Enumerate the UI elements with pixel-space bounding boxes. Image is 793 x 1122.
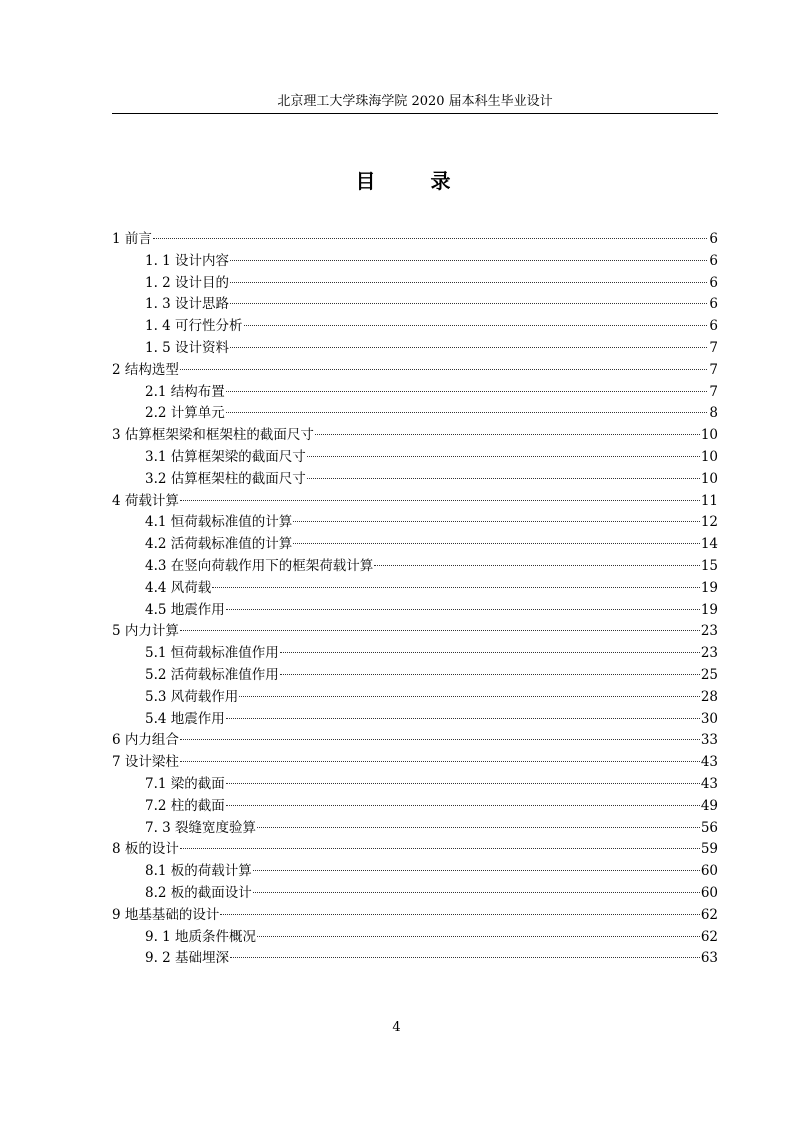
toc-entry[interactable] xyxy=(112,512,718,534)
toc-entry-label: 9. 2 基础埋深 xyxy=(145,950,230,967)
toc-dot-leader xyxy=(180,761,700,762)
toc-entry-label: 3.1 估算框架梁的截面尺寸 xyxy=(145,448,306,465)
header-rule xyxy=(112,113,718,114)
toc-entry-page: 7 xyxy=(709,339,718,356)
toc-dot-leader xyxy=(226,412,707,413)
toc-entry-label: 3.2 估算框架柱的截面尺寸 xyxy=(145,470,306,487)
toc-entry-label: 4 荷载计算 xyxy=(112,492,179,509)
toc-entry[interactable] xyxy=(112,730,718,752)
toc-entry[interactable] xyxy=(112,360,718,382)
toc-dot-leader xyxy=(180,739,700,740)
toc-entry-label: 5.4 地震作用 xyxy=(145,710,225,727)
toc-dot-leader xyxy=(153,238,707,239)
toc-dot-leader xyxy=(230,347,707,348)
toc-entry-page: 14 xyxy=(700,536,718,553)
toc-dot-leader xyxy=(244,325,707,326)
page-header: 北京理工大学珠海学院 2020 届本科生毕业设计 xyxy=(277,94,553,109)
toc-entry[interactable] xyxy=(112,774,718,796)
toc-dot-leader xyxy=(226,805,700,806)
toc-dot-leader xyxy=(220,914,699,915)
toc-dot-leader xyxy=(253,870,700,871)
toc-dot-leader xyxy=(180,500,700,501)
toc-dot-leader xyxy=(180,630,700,631)
toc-dot-leader xyxy=(253,892,700,893)
toc-entry-page: 10 xyxy=(700,427,718,444)
toc-entry-label: 2 结构选型 xyxy=(112,361,179,378)
toc-entry[interactable] xyxy=(112,403,718,425)
toc-dot-leader xyxy=(212,587,700,588)
toc-entry[interactable] xyxy=(112,338,718,360)
table-of-contents xyxy=(112,229,718,970)
toc-entry-label: 7 设计梁柱 xyxy=(112,754,179,771)
toc-entry-page: 6 xyxy=(709,296,718,313)
toc-entry[interactable] xyxy=(112,752,718,774)
toc-entry-label: 4.1 恒荷载标准值的计算 xyxy=(145,514,293,531)
toc-entry-page: 6 xyxy=(709,318,718,335)
toc-dot-leader xyxy=(280,652,700,653)
toc-entry-page: 7 xyxy=(709,361,718,378)
toc-dot-leader xyxy=(226,718,700,719)
toc-entry[interactable] xyxy=(112,491,718,513)
toc-dot-leader xyxy=(257,936,700,937)
toc-entry[interactable] xyxy=(112,556,718,578)
toc-entry-label: 5 内力计算 xyxy=(112,623,179,640)
toc-dot-leader xyxy=(280,674,700,675)
toc-entry-page: 6 xyxy=(709,274,718,291)
toc-entry-page: 25 xyxy=(700,666,718,683)
toc-entry[interactable] xyxy=(112,665,718,687)
toc-entry-page: 30 xyxy=(700,710,718,727)
toc-entry-label: 1. 4 可行性分析 xyxy=(145,318,243,335)
toc-entry-label: 7.2 柱的截面 xyxy=(145,797,225,814)
toc-entry-label: 2.2 计算单元 xyxy=(145,405,225,422)
toc-entry-page: 49 xyxy=(700,797,718,814)
toc-entry-page: 12 xyxy=(700,514,718,531)
toc-entry-label: 4.4 风荷载 xyxy=(145,579,212,596)
toc-dot-leader xyxy=(315,434,700,435)
toc-entry-label: 1. 2 设计目的 xyxy=(145,274,230,291)
toc-dot-leader xyxy=(230,957,700,958)
toc-entry-page: 15 xyxy=(700,557,718,574)
toc-entry-page: 28 xyxy=(700,688,718,705)
toc-entry[interactable] xyxy=(112,643,718,665)
toc-entry-page: 6 xyxy=(709,252,718,269)
toc-entry-label: 5.2 活荷载标准值作用 xyxy=(145,666,279,683)
toc-entry[interactable] xyxy=(112,534,718,556)
toc-entry-label: 7. 3 裂缝宽度验算 xyxy=(145,819,257,836)
toc-entry[interactable] xyxy=(112,905,718,927)
toc-entry[interactable] xyxy=(112,273,718,295)
toc-entry[interactable] xyxy=(112,927,718,949)
toc-entry-page: 60 xyxy=(700,863,718,880)
toc-entry-page: 23 xyxy=(700,623,718,640)
toc-dot-leader xyxy=(226,783,700,784)
toc-entry[interactable] xyxy=(112,883,718,905)
toc-entry[interactable] xyxy=(112,229,718,251)
toc-entry-label: 3 估算框架梁和框架柱的截面尺寸 xyxy=(112,427,314,444)
toc-entry-page: 43 xyxy=(700,775,718,792)
toc-entry-label: 5.1 恒荷载标准值作用 xyxy=(145,645,279,662)
toc-entry-label: 9 地基基础的设计 xyxy=(112,906,220,923)
toc-entry-label: 4.2 活荷载标准值的计算 xyxy=(145,536,293,553)
toc-entry[interactable] xyxy=(112,796,718,818)
toc-entry-page: 11 xyxy=(700,492,718,509)
page-number: 4 xyxy=(392,1020,401,1035)
toc-entry[interactable] xyxy=(112,621,718,643)
toc-entry-page: 62 xyxy=(700,928,718,945)
toc-dot-leader xyxy=(180,848,700,849)
page-title: 目 录 xyxy=(355,169,475,193)
toc-entry[interactable] xyxy=(112,687,718,709)
toc-entry-page: 6 xyxy=(709,231,718,247)
toc-entry-label: 8 板的设计 xyxy=(112,841,179,858)
toc-entry[interactable] xyxy=(112,251,718,273)
toc-dot-leader xyxy=(180,369,707,370)
toc-entry-page: 62 xyxy=(700,906,718,923)
toc-entry-label: 1. 5 设计资料 xyxy=(145,339,230,356)
toc-entry-label: 8.2 板的截面设计 xyxy=(145,884,252,901)
toc-entry-page: 10 xyxy=(700,470,718,487)
toc-entry-page: 19 xyxy=(700,601,718,618)
toc-entry[interactable] xyxy=(112,316,718,338)
toc-dot-leader xyxy=(230,303,707,304)
toc-entry-label: 4.3 在竖向荷载作用下的框架荷载计算 xyxy=(145,557,374,574)
toc-entry-page: 59 xyxy=(700,841,718,858)
toc-entry-label: 5.3 风荷载作用 xyxy=(145,688,239,705)
toc-entry-label: 9. 1 地质条件概况 xyxy=(145,928,257,945)
toc-entry[interactable] xyxy=(112,948,718,970)
toc-entry[interactable] xyxy=(112,600,718,622)
toc-entry[interactable] xyxy=(112,839,718,861)
toc-entry-page: 60 xyxy=(700,884,718,901)
toc-entry-page: 63 xyxy=(700,950,718,967)
toc-entry[interactable] xyxy=(112,425,718,447)
toc-dot-leader xyxy=(293,543,700,544)
toc-entry-page: 23 xyxy=(700,645,718,662)
toc-entry[interactable] xyxy=(112,578,718,600)
toc-dot-leader xyxy=(239,696,700,697)
toc-dot-leader xyxy=(307,456,700,457)
toc-entry[interactable] xyxy=(112,861,718,883)
toc-entry-label: 7.1 梁的截面 xyxy=(145,775,225,792)
toc-entry-page: 56 xyxy=(700,819,718,836)
toc-entry-label: 1. 1 设计内容 xyxy=(145,252,230,269)
toc-entry-label: 1 前言 xyxy=(112,231,152,247)
toc-entry-label: 2.1 结构布置 xyxy=(145,383,225,400)
toc-entry[interactable] xyxy=(112,382,718,404)
toc-entry-label: 8.1 板的荷载计算 xyxy=(145,863,252,880)
toc-entry-label: 1. 3 设计思路 xyxy=(145,296,230,313)
toc-entry-page: 10 xyxy=(700,448,718,465)
toc-entry-label: 6 内力组合 xyxy=(112,732,179,749)
toc-dot-leader xyxy=(293,521,700,522)
toc-entry-page: 19 xyxy=(700,579,718,596)
toc-entry-page: 43 xyxy=(700,754,718,771)
toc-entry-label: 4.5 地震作用 xyxy=(145,601,225,618)
toc-entry-page: 8 xyxy=(709,405,718,422)
toc-dot-leader xyxy=(230,282,707,283)
toc-dot-leader xyxy=(230,260,707,261)
toc-entry-page: 33 xyxy=(700,732,718,749)
toc-dot-leader xyxy=(257,827,700,828)
toc-dot-leader xyxy=(307,478,700,479)
toc-dot-leader xyxy=(374,565,700,566)
toc-dot-leader xyxy=(226,391,707,392)
toc-entry[interactable] xyxy=(112,469,718,491)
toc-entry[interactable] xyxy=(112,709,718,731)
toc-dot-leader xyxy=(226,609,700,610)
toc-entry-page: 7 xyxy=(709,383,718,400)
toc-entry[interactable] xyxy=(112,294,718,316)
toc-entry[interactable] xyxy=(112,818,718,840)
toc-entry[interactable] xyxy=(112,447,718,469)
